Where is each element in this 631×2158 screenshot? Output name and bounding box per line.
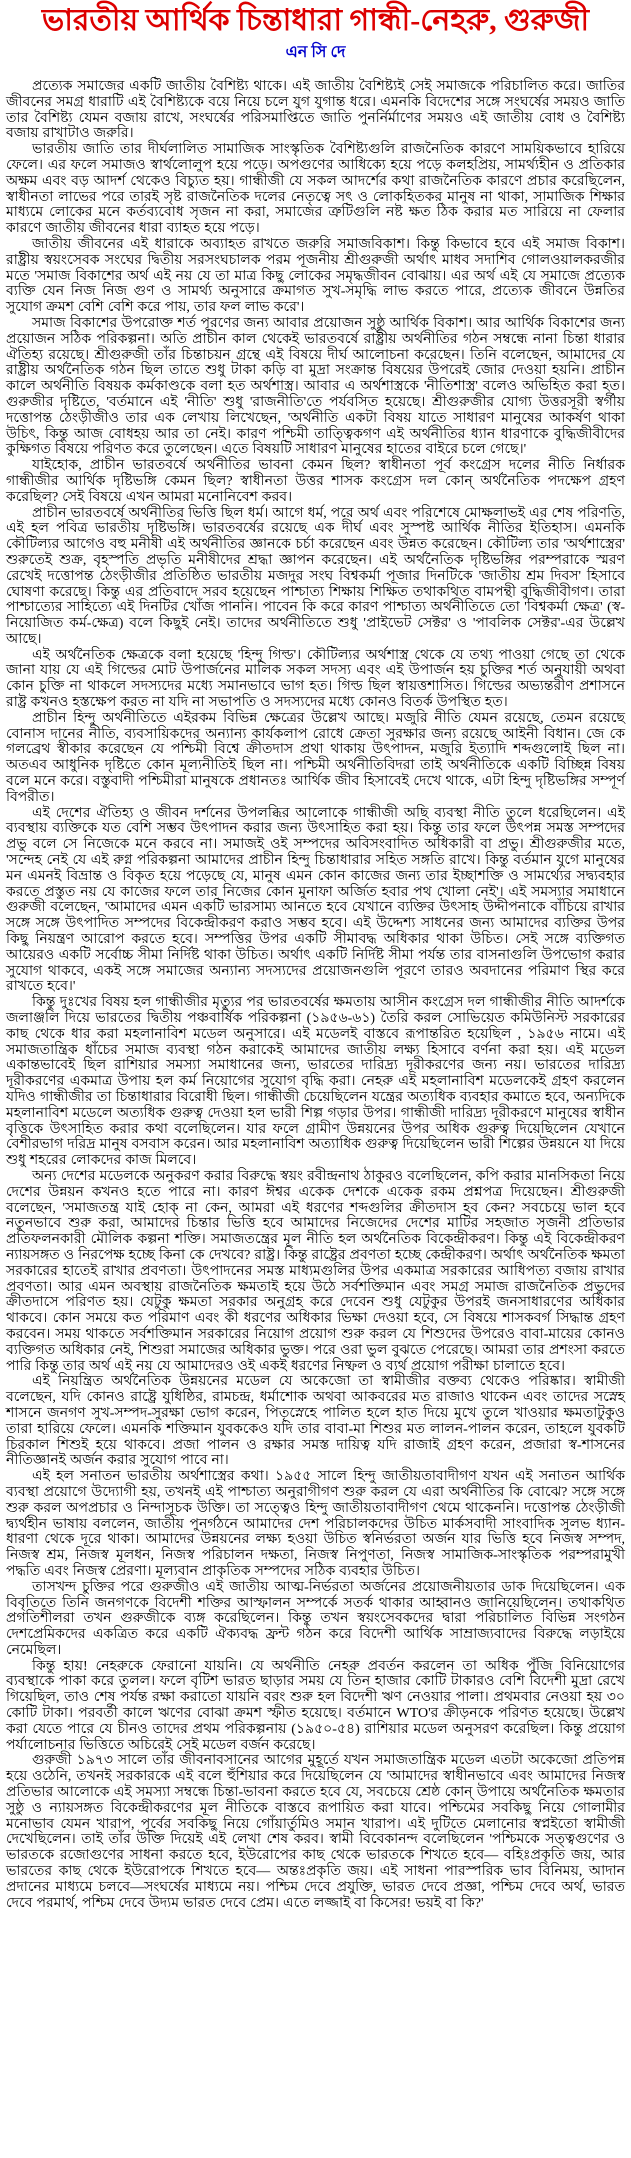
paragraph: ভারতীয় জাতি তার দীর্ঘলালিত সামাজিক সাংস্কৃতিক বৈশিষ্ট্যগুলি রাজনৈতিক কারণে সাময়িকভাবে হারিয়ে ফেলে। এর ফলে সমাজও স্বার্থলোলুপ হয়ে পড়ে। অপগুণের আধিক্যে হয়ে পড়ে কলহপ্রিয়, সামর্থ্যহীন ও প্রতিকার অক্ষম এবং বড় আদর্শ থেকেও বিচ্যুত হয়। গান্ধীজী যে সকল আদর্শের কথা রাজনৈতিক কারণে প্রচার করেছিলেন, স্বাধীনতা লাভের পরে তারই সৃষ্ট রাজনৈতিক দলের নেতৃত্বে সৎ ও লোকহিতকর মানুষ না থাকা, সামাজিক শিক্ষার মাধ্যমে লোকের মনে কর্তব্যবোধ সৃজন না করা, সমাজের ত্রুটিগুলি নষ্ট ক্ষত ঠিক করার মত সারিয়ে না ফেলার কারণে জাতীয় জীবনের ধারা ব্যাহত হয়ে পড়ে। (6, 142, 625, 237)
paragraph: এই নিয়ন্ত্রিত অর্থনৈতিক উন্নয়নের মডেল যে অকেজো তা স্বামীজীর বক্তব্য থেকেও পরিষ্কার। স্বামীজী বলেছেন, যদি কোনও রাষ্ট্রে যুধিষ্ঠির, রামচন্দ্র, ধর্মাশোক অথবা আকবরের মত রাজাও থাকেন এবং তাদের সস্নেহ শাসনে জনগণ সুখ-সম্পদ-সুরক্ষা ভোগ করেন, পিতৃস্নেহে পালিত হলে হাত দিয়ে মুখে তুলে খাওয়ার ক্ষমতাটুকুও তারা হারিয়ে ফেলে। এমনকি শক্তিমান যুবককেও যদি তার বাবা-মা শিশুর মত লালন-পালন করেন, তাহলে যুবকটি চিরকাল শিশুই হয়ে থাকবে। প্রজা পালন ও রক্ষার সমস্ত দায়িত্ব যদি রাজাই গ্রহণ করেন, প্রজারা স্ব-শাসনের নীতিজ্ঞানই অর্জন করার সুযোগ পাবে না। (6, 1374, 625, 1469)
paragraph: কিন্তু হায়! নেহরুকে ফেরানো যায়নি। যে অর্থনীতি নেহরু প্রবর্তন করলেন তা অধিক পুঁজি বিনিয়োগের ব্যবস্থাকে পাকা করে তুলল। ফলে বৃটিশ ভারত ছাড়ার সময় যে তিন হাজার কোটি টাকারও বেশি বিদেশী মুদ্রা রেখে গিয়েছিল, তাও শেষ পর্যন্ত রক্ষা করাতো যায়নি বরং শুরু হল বিদেশী ঋণ নেওয়ার পালা। প্রথমবার নেওয়া হয় ৩০ কোটি টাকা। পরবর্তী কালে ঋণের বোঝা ক্রমশ স্ফীত হয়েছে। বর্তমানে WTO'র ক্রীড়নকে পরিণত হয়েছে। উল্লেখ করা যেতে পারে যে চীনও তাদের প্রথম পরিকল্পনায় (১৯৫০-৫৪) রাশিয়ার মডেল অনুসরণ করেছিল। কিন্তু প্রয়োগ পর্যালোচনার ভিত্তিতে অচিরেই সেই মডেল বর্জন করেছে। (6, 1658, 625, 1753)
paragraph: প্রাচীন হিন্দু অর্থনীতিতে এইরকম বিভিন্ন ক্ষেত্রের উল্লেখ আছে। মজুরি নীতি যেমন রয়েছে, তেমন রয়েছে বোনাস দানের নীতি, ব্যবসায়িকদের অন্যান্য কার্যকলাপ রোধে ক্রেতা সুরক্ষার জন্য রয়েছে আইনী বিধান। জে কে গলব্রেথ স্বীকার করেছেন যে পশ্চিমী বিশ্বে ক্রীতদাস প্রথা থাকায় উৎপাদন, মজুরি ইত্যাদি শব্দগুলোই ছিল না। অতএব আধুনিক দৃষ্টিতে কোন মূল্যনীতিই ছিল না। পশ্চিমী অর্থনীতিবিদরা তাই অর্থনীতিকে একটি বিচ্ছিন্ন বিষয় বলে মনে করে। বস্তুবাদী পশ্চিমীরা মানুষকে প্রধানতঃ আর্থিক জীব হিসাবেই দেখে থাকে, এটা হিন্দু দৃষ্টিভঙ্গির সম্পূর্ণ বিপরীত। (6, 710, 625, 805)
paragraph: তাসখন্দ চুক্তির পরে গুরুজীও এই জাতীয় আত্ম-নির্ভরতা অর্জনের প্রয়োজনীয়তার ডাক দিয়েছিলেন। এক বিবৃতিতে তিনি জনগণকে বিদেশী শক্তির আস্ফালন সম্পর্কে সতর্ক থাকার আহ্বানও জানিয়েছিলেন। তথাকথিত প্রগতিশীলরা তখন গুরুজীকে ব্যঙ্গ করেছিলেন। কিন্তু তখন স্বয়ংসেবকদের দ্বারা পরিচালিত বিভিন্ন সংগঠন দেশপ্রেমিকদের একত্রিত করে একটি ঐক্যবদ্ধ ফ্রন্ট গঠন করে বিদেশী আর্থিক সাম্রাজ্যবাদের বিরুদ্ধে লড়াইয়ে নেমেছিল। (6, 1579, 625, 1658)
author-byline: এন সি দে (285, 44, 346, 61)
article-body (6, 79, 625, 1911)
paragraph: কিন্তু দুঃখের বিষয় হল গান্ধীজীর মৃত্যুর পর ভারতবর্ষের ক্ষমতায় আসীন কংগ্রেস দল গান্ধীজীর নীতি আদর্শকে জলাঞ্জলি দিয়ে ভারতের দ্বিতীয় পঞ্চবার্ষিক পরিকল্পনা (১৯৫৬-৬১) তৈরি করল সোভিয়েত কমিউনিস্ট সরকারের কাছ থেকে ধার করা মহলানাবিশ মডেল অনুসারে। এই মডেলই বাস্তবে রূপান্তরিত হয়েছিল , ১৯৫৬ নামে। এই সমাজতান্ত্রিক ধাঁচের সমাজ ব্যবস্থা গঠন করাকেই আমাদের জাতীয় লক্ষ্য হিসাবে বর্ণনা করা হয়। এই মডেল একান্তভাবেই ছিল রাশিয়ার সমস্যা সমাধানের জন্য, ভারতের দারিদ্র্য দূরীকরণের জন্য নয়। ভারতের দারিদ্র্য দূরীকরণের একমাত্র উপায় হল কর্ম নিয়োগের সুযোগ বৃদ্ধি করা। নেহরু এই মহলানাবিশ মডেলকেই গ্রহণ করলেন যদিও গান্ধীজীর তা চিন্তাধারার বিরোধী ছিল। গান্ধীজী চেয়েছিলেন যন্ত্রের অত্যধিক ব্যবহার কমাতে হবে, অন্যদিকে মহলানাবিশ মডেলে অত্যধিক গুরুত্ব দেওয়া হল ভারী শিল্প গড়ার উপর। গান্ধীজী দারিদ্র্য দূরীকরণে মানুষের স্বাধীন বৃত্তিকে উৎসাহিত করার কথা বলেছিলেন। যার ফলে গ্রামীণ উন্নয়নের উপর অধিক গুরুত্ব দিয়েছিলেন যেখানে বেশীরভাগ দরিদ্র মানুষ বসবাস করেন। আর মহলানাবিশ অত্যাধিক গুরুত্ব দিয়েছিলেন ভারী শিল্পের উন্নয়নে যা দিয়ে শুধু শহরের লোকদের কাজ মিলবে। (6, 995, 625, 1169)
paragraph: এই অর্থনৈতিক ক্ষেত্রকে বলা হয়েছে 'হিন্দু গিল্ড'। কৌটিল্যর অর্থশাস্ত্র থেকে যে তথ্য পাওয়া গেছে তা থেকে জানা যায় যে এই গিল্ডের মোট উপার্জনের মালিক সকল সদস্য এবং এই উপার্জন হয় চুক্তির শর্ত অনুযায়ী অথবা কোন চুক্তি না থাকলে সদস্যদের মধ্যে সমানভাবে ভাগ হত। গিল্ড ছিল স্বায়ত্তশাসিত। গিল্ডের অভ্যন্তরীণ প্রশাসনে রাষ্ট্র কখনও হস্তক্ষেপ করত না যদি না সভাপতি ও সদস্যদের মধ্যে কোনও বিতর্ক উপস্থিত হত। (6, 647, 625, 711)
paragraph: এই হল সনাতন ভারতীয় অর্থশাস্ত্রের কথা। ১৯৫৫ সালে হিন্দু জাতীয়তাবাদীগণ যখন এই সনাতন আর্থিক ব্যবস্থা প্রয়োগে উদ্যোগী হয়, তখনই এই পাশ্চাত্য অনুরাগীগণ শুরু করল যে এরা অর্থনীতির কি বোঝে? সঙ্গে সঙ্গে শুরু করল অপপ্রচার ও নিন্দাসূচক উক্তি। তা সত্ত্বেও হিন্দু জাতীয়তাবাদীগণ থেমে থাকেননি। দত্তোপন্ত ঠেংড়ীজী দ্ব্যর্থহীন ভাষায় বললেন, জাতীয় পুনর্গঠনে আমাদের দেশ পরিচালকদের উচিত মার্কসবাদী সাংবাদিক সুলভ ধ্যান-ধারণা থেকে দূরে থাকা। আমাদের উন্নয়নের লক্ষ্য হওয়া উচিত স্বনির্ভরতা অর্জন যার ভিত্তি হবে নিজস্ব সম্পদ, নিজস্ব শ্রম, নিজস্ব মূলধন, নিজস্ব পরিচালন দক্ষতা, নিজস্ব নিপুণতা, নিজস্ব সামাজিক-সাংস্কৃতিক পরম্পরামুখী পদ্ধতি এবং নিজস্ব প্রেরণা। মূল্যবান প্রাকৃতিক সম্পদের সঠিক ব্যবহার উচিত। (6, 1469, 625, 1579)
paragraph: প্রাচীন ভারতবর্ষে অর্থনীতির ভিত্তি ছিল ধর্ম। আগে ধর্ম, পরে অর্থ এবং পরিশেষে মোক্ষলাভই এর শেষ পরিণতি, এই হল পবিত্র ভারতীয় দৃষ্টিভঙ্গি। ভারতবর্ষের রয়েছে এক দীর্ঘ এবং সুস্পষ্ট আর্থিক নীতির ইতিহাস। এমনকি কৌটিল্যর আগেও বহু মনীষী এই অর্থনীতির জ্ঞানকে চর্চা করেছেন এবং উন্নত করেছেন। কৌটিল্য তার 'অর্থশাস্ত্রের' শুরুতেই শুক্র, বৃহস্পতি প্রভৃতি মনীষীদের শ্রদ্ধা জ্ঞাপন করেছেন। এই অর্থনৈতিক দৃষ্টিভঙ্গির পরম্পরাকে স্মরণ রেখেই দত্তোপন্ত ঠেংড়ীজীর প্রতিষ্ঠিত ভারতীয় মজদুর সংঘ বিশ্বকর্মা পূজার দিনটিকে 'জাতীয় শ্রম দিবস' হিসাবে ঘোষণা করেছে। কিন্তু এর প্রতিবাদে সরব হয়েছেন পাশ্চাত্য শিক্ষায় শিক্ষিত তথাকথিত বামপন্থী বুদ্ধিজীবীগণ। তারা পাশ্চাত্যের সাহিত্যে এই দিনটির খোঁজ পাননি। পাবেন কি করে কারণ পাশ্চাত্য অর্থনীতিতে তো 'বিশ্বকর্মা ক্ষেত্র' (স্ব-নিয়োজিত কর্ম-ক্ষেত্র) বলে কিছুই নেই। তাদের অর্থনীতিতে শুধু 'প্রাইভেট সেক্টর' ও 'পাবলিক সেক্টর'-এর উল্লেখ আছে। (6, 505, 625, 647)
paragraph: অন্য দেশের মডেলকে অনুকরণ করার বিরুদ্ধে স্বয়ং রবীন্দ্রনাথ ঠাকুরও বলেছিলেন, কপি করার মানসিকতা নিয়ে দেশের উন্নয়ন কখনও হতে পারে না। কারণ ঈশ্বর একেক দেশকে একেক রকম প্রশ্নপত্র দিয়েছেন। শ্রীগুরুজী বলেছেন, 'সমাজতন্ত্র যাই হোক্ না কেন, আমরা এই ধরণের শব্দগুলির ক্রীতদাস হব কেন? সবচেয়ে ভাল হবে নতুনভাবে শুরু করা, আমাদের চিন্তার ভিত্তি হবে আমাদের নিজেদের দেশের মাটির সহজাত সৃজনী প্রতিভার প্রতিফলনকারী মৌলিক কল্পনা শক্তি। সমাজতন্ত্রের মূল নীতি হল অর্থনৈতিক বিকেন্দ্রীকরণ। কিন্তু এই বিকেন্দ্রীকরণ ন্যায়সঙ্গত ও নিরপেক্ষ হচ্ছে কিনা কে দেখবে? রাষ্ট্র। কিন্তু রাষ্ট্রের প্রবণতা হচ্ছে কেন্দ্রীকরণ। অর্থাৎ অর্থনৈতিক ক্ষমতা সরকারের হাতেই রাখার প্রবণতা। উৎপাদনের সমস্ত মাধ্যমগুলির উপর একমাত্র সরকারের আধিপত্য বজায় রাখার প্রবণতা। আর এমন অবস্থায় রাজনৈতিক ক্ষমতাই হয়ে উঠে সর্বশক্তিমান এবং সমগ্র সমাজ রাজনৈতিক প্রভুদের ক্রীতদাসে পরিণত হয়। যেটুকু ক্ষমতা সরকার অনুগ্রহ করে দেবেন শুধু যেটুকুর উপরই জনসাধারণের অধিকার থাকবে। কোন সময়ে কত পরিমাণ এবং কী ধরণের অধিকার ভিক্ষা দেওয়া হবে, সে বিষয়ে শাসকবর্গ সিদ্ধান্ত গ্রহণ করবেন। সময় থাকতে সর্বশক্তিমান সরকারের নিয়োগ প্রয়োগ শুরু করল যে শিশুদের উপরেও বাবা-মায়ের কোনও ব্যক্তিগত অধিকার নেই, শিশুরা সমাজের অধিকার ভুক্ত। পরে ওরা ভুল বুঝতে পেরেছে। আমরা তার প্রশংসা করতে পারি কিন্তু তার অর্থ এই নয় যে আমাদেরও ওই একই ধরণের নিষ্ফল ও ব্যর্থ প্রয়োগ পরীক্ষা চালাতে হবে। (6, 1168, 625, 1374)
paragraph: জাতীয় জীবনের এই ধারাকে অব্যাহত রাখতে জরুরি সমাজবিকাশ। কিন্তু কিভাবে হবে এই সমাজ বিকাশ। রাষ্ট্রীয় স্বয়ংসেবক সংঘের দ্বিতীয় সরসংঘচালক পরম পূজনীয় শ্রীগুরুজী অর্থাৎ মাধব সদাশিব গোলওয়ালকরজীর মতে 'সমাজ বিকাশের অর্থ এই নয় যে তা মাত্র কিছু লোকের সমৃদ্ধজীবন বোঝায়। এর অর্থ এই যে সমাজে প্রত্যেক ব্যক্তি যেন নিজ নিজ গুণ ও সামর্থ্য অনুসারে ক্রমাগত সুখ-সমৃদ্ধি লাভ করতে পারে, প্রত্যেক জীবনে উন্নতির সুযোগ ক্রমশ বেশি বেশি করে পায়, তার ফল লাভ করে'। (6, 236, 625, 316)
paragraph: যাইহোক, প্রাচীন ভারতবর্ষে অর্থনীতির ভাবনা কেমন ছিল? স্বাধীনতা পূর্ব কংগ্রেস দলের নীতি নির্ধারক গান্ধীজীর আর্থিক দৃষ্টিভঙ্গি কেমন ছিল? স্বাধীনতা উত্তর শাসক কংগ্রেস দল কোন্ অর্থনৈতিক পদক্ষেপ গ্রহণ করেছিল? সেই বিষয়ে এখন আমরা মনোনিবেশ করব। (6, 458, 625, 505)
paragraph: প্রত্যেক সমাজের একটি জাতীয় বৈশিষ্ট্য থাকে। এই জাতীয় বৈশিষ্ট্যই সেই সমাজকে পরিচালিত করে। জাতির জীবনের সমগ্র ধারাটি এই বৈশিষ্ট্যকে বয়ে নিয়ে চলে যুগ যুগান্ত ধরে। এমনকি বিদেশের সঙ্গে সংঘর্ষের সময়ও জাতি তার বৈশিষ্ট্য যেমন বজায় রাখে, সংঘর্ষের পরিসমাপ্তিতে জাতি পুনর্নির্মাণের সময়ও এই জাতীয় বোধ ও বৈশিষ্ট্য বজায় রাখাটাও জরুরি। (6, 79, 625, 142)
paragraph: গুরুজী ১৯৭৩ সালে তাঁর জীবনাবসানের আগের মুহূর্তে যখন সমাজতান্ত্রিক মডেল এতটা অকেজো প্রতিপন্ন হয়ে ওঠেনি, তখনই সরকারকে এই বলে হুঁশিয়ার করে দিয়েছিলেন যে 'আমাদের স্বাধীনভাবে এবং আমাদের নিজস্ব প্রতিভার আলোকে এই সমস্যা সম্বন্ধে চিন্তা-ভাবনা করতে হবে যে, সবচেয়ে শ্রেষ্ঠ কোন্ উপায়ে অর্থনৈতিক ক্ষমতার সুষ্ঠু ও ন্যায়সঙ্গত বিকেন্দ্রীকরণের মূল নীতিকে বাস্তবে রূপায়িত করা যাবে। পশ্চিমের সবকিছু নিয়ে গোলামীর মনোভাব যেমন খারাপ, পূর্বের সবকিছু নিয়ে গোঁয়ার্তুমিও সমান খারাপ। এই দুটিতে মেলানোর স্বপ্নইতো স্বামীজী দেখেছিলেন। তাই তাঁর উক্তি দিয়েই এই লেখা শেষ করব। স্বামী বিবেকানন্দ বলেছিলেন 'পশ্চিমকে সত্ত্বগুণের ও ভারতকে রজোগুণের সাধনা করতে হবে, ইউরোপের কাছ থেকে ভারতকে শিখতে হবে— বহিঃপ্রকৃতি জয়, আর ভারতের কাছ থেকে ইউরোপকে শিখতে হবে— অন্তঃপ্রকৃতি জয়। এই সাধনা পারস্পরিক ভাব বিনিময়, আদান প্রদানের মাধ্যমে চলবে—সংঘর্ষের মাধ্যমে নয়। পশ্চিম দেবে প্রযুক্তি, ভারত দেবে প্রজ্ঞা, পশ্চিম দেবে অর্থ, ভারত দেবে পরমার্থ, পশ্চিম দেবে উদ্যম ভারত দেবে প্রেম। এতে লজ্জাই বা কিসের! ভয়ই বা কি?' (6, 1753, 625, 1911)
paragraph: এই দেশের ঐতিহ্য ও জীবন দর্শনের উপলব্ধির আলোকে গান্ধীজী অছি ব্যবস্থা নীতি তুলে ধরেছিলেন। এই ব্যবস্থায় ব্যক্তিকে যত বেশি সম্ভব উৎপাদন করার জন্য উৎসাহিত করা হয়। কিন্তু তার ফলে উৎপন্ন সমস্ত সম্পদের প্রভু বলে সে নিজেকে মনে করবে না। সমাজই ওই সম্পদের অবিসংবাদিত অধিকারী বা প্রভু। শ্রীগুরুজীর মতে, 'সন্দেহ নেই যে এই রুগ্ন পরিকল্পনা আমাদের প্রাচীন হিন্দু চিন্তাধারার সহিত সঙ্গতি রাখে। কিন্তু বর্তমান যুগে মানুষের মন এমনই বিভ্রান্ত ও বিকৃত হয়ে পড়েছে যে, মানুষ এমন কোন কাজের জন্য তার ইচ্ছাশক্তি ও সামর্থ্যের সদ্ব্যবহার করতে প্রস্তুত নয় যে কাজের ফলে তার নিজের কোন মুনাফা অর্জিত হবার পথ খোলা নেই'। এই সমস্যার সমাধানে গুরুজী বলেছেন, 'আমাদের এমন একটি ভারসাম্য আনতে হবে যেখানে ব্যক্তির উৎসাহ উদ্দীপনাকে বাঁচিয়ে রাখার সঙ্গে সঙ্গে উৎপাদিত সম্পদের বিকেন্দ্রীকরণ করাও সম্ভব হবে। এই উদ্দেশ্য সাধনের জন্য আমাদের ব্যক্তির উপর কিছু নিয়ন্ত্রণ আরোপ করতে হবে। সম্পত্তির উপর একটি সীমাবদ্ধ অধিকার থাকা উচিত। সেই সঙ্গে ব্যক্তিগত আয়েরও একটি সর্বোচ্চ সীমা নির্দিষ্ট থাকা উচিত। অর্থাৎ একটি নির্দিষ্ট সীমা পর্যন্ত তার বাসনাগুলি উপভোগ করার সুযোগ থাকবে, একই সঙ্গে সমাজের অন্যান্য সদস্যদের প্রয়োজনগুলি পূরণে তারও অবদানের পরিমাণ স্থির করে রাখতে হবে।' (6, 805, 625, 995)
paragraph: সমাজ বিকাশের উপরোক্ত শর্ত পূরণের জন্য আবার প্রয়োজন সুষ্ঠু আর্থিক বিকাশ। আর আর্থিক বিকাশের জন্য প্রয়োজন সঠিক পরিকল্পনা। অতি প্রাচীন কাল থেকেই ভারতবর্ষে রাষ্ট্রীয় অর্থনীতির গঠন সম্বন্ধে নানা চিন্তা ধারার ঐতিহ্য রয়েছে। শ্রীগুরুজী তাঁর চিন্তাচয়ন গ্রন্থে এই বিষয়ে দীর্ঘ আলোচনা করেছেন। তিনি বলেছেন, আমাদের যে রাষ্ট্রীয় অর্থনৈতিক গঠন ছিল তাতে শুধু টাকা কড়ি বা মুদ্রা সংক্রান্ত বিষয়ের উপরেই জোর দেওয়া হয়নি। প্রাচীন কালে অর্থনীতি বিষয়ক কর্মকাণ্ডকে বলা হত অর্থশাস্ত্র। আবার এ অর্থশাস্ত্রকে 'নীতিশাস্ত্র' বলেও অভিহিত করা হত। গুরুজীর দৃষ্টিতে, 'বর্তমানে এই 'নীতি' শুধু 'রাজনীতি'তে পর্যবসিত হয়েছে। শ্রীগুরুজীর যোগ্য উত্তরসূরী স্বর্গীয় দত্তোপন্ত ঠেংড়ীজীও তার এক লেখায় লিখেছেন, 'অর্থনীতি একটা বিষয় যাতে সাধারণ মানুষের আকর্ষণ থাকা উচিৎ, কিন্তু আজ বোধহয় আর তা নেই। কারণ পশ্চিমী তাত্ত্বিকগণ এই অর্থনীতির ধ্যান ধারণাকে বুদ্ধিজীবীদের কুক্ষিগত বিষয়ে পরিণত করে তুলেছেন। এতে বিষয়টি সাধারণ মানুষের হাতের বাইরে চলে গেছে।' (6, 315, 625, 458)
page-title: ভারতীয় আর্থিক চিন্তাধারা গান্ধী-নেহরু, গুরুজী (41, 4, 590, 37)
